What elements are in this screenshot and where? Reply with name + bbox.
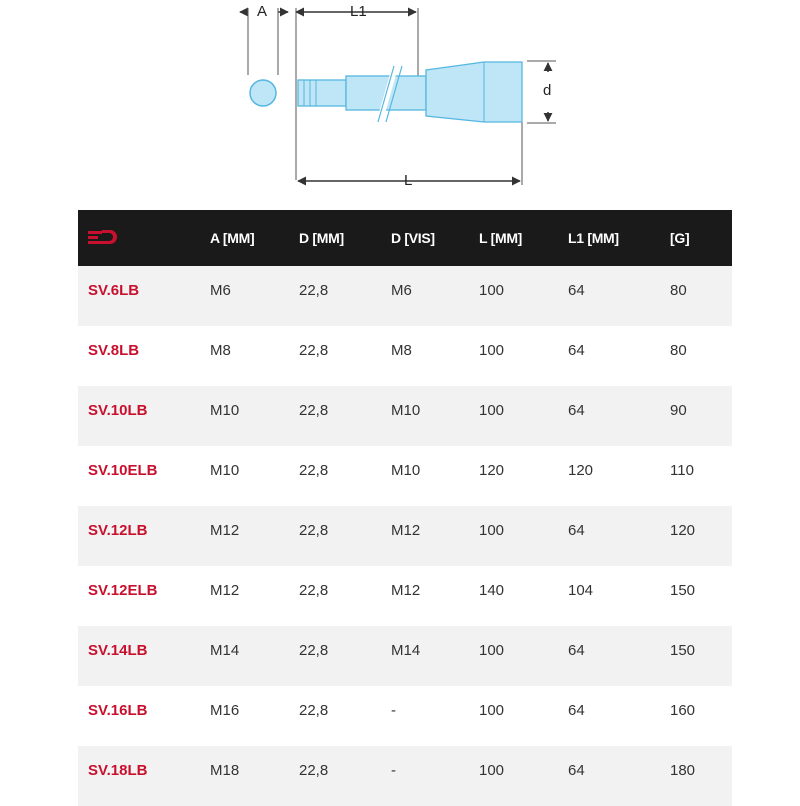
table-row [78,386,732,446]
cell-a-mm: M16 [210,702,240,719]
cell-weight-g: 80 [670,282,687,299]
cell-l1-mm: 64 [568,642,585,659]
cell-l-mm: 100 [479,702,505,719]
cell-a-mm: M18 [210,762,240,779]
cell-weight-g: 90 [670,402,687,419]
cell-l1-mm: 64 [568,282,585,299]
facom-logo-icon [88,229,120,245]
spline-bit-tip [298,80,346,106]
cell-l1-mm: 64 [568,702,585,719]
table-row [78,566,732,626]
cell-weight-g: 110 [670,462,694,479]
table-row [78,686,732,746]
dimension-label-l1: L1 [350,3,367,20]
cell-weight-g: 80 [670,342,687,359]
cell-d-vis: M12 [391,522,421,539]
cell-d-vis: M12 [391,582,421,599]
cell-reference[interactable]: SV.8LB [88,342,140,359]
cell-weight-g: 150 [670,582,696,599]
cell-l-mm: 100 [479,642,505,659]
spec-table-container [78,210,722,806]
cell-reference[interactable]: SV.16LB [88,702,148,719]
cell-d-vis: - [391,702,396,719]
cell-l1-mm: 64 [568,342,585,359]
cell-d-mm: 22,8 [299,402,329,419]
header-l: L [MM] [479,230,523,246]
cell-reference[interactable]: SV.14LB [88,642,148,659]
cell-weight-g: 120 [670,522,696,539]
cell-reference[interactable]: SV.12LB [88,522,148,539]
cell-d-vis: M14 [391,642,421,659]
table-row [78,506,732,566]
cell-reference[interactable]: SV.12ELB [88,582,158,599]
cell-l1-mm: 64 [568,402,585,419]
spec-table [78,210,732,806]
dimension-label-l: L [404,172,413,189]
cell-d-vis: M10 [391,402,421,419]
cell-l1-mm: 120 [568,462,594,479]
cell-weight-g: 160 [670,702,696,719]
cell-d-vis: - [391,762,396,779]
header-weight: [G] [670,230,690,246]
cell-l1-mm: 104 [568,582,594,599]
socket-body [426,62,522,122]
cell-a-mm: M10 [210,402,240,419]
cell-l-mm: 120 [479,462,505,479]
cell-d-mm: 22,8 [299,462,329,479]
dimension-label-a: A [257,3,268,20]
table-row [78,266,732,326]
cell-weight-g: 180 [670,762,696,779]
table-row [78,446,732,506]
cell-l1-mm: 64 [568,762,585,779]
cell-reference[interactable]: SV.10LB [88,402,148,419]
cell-l-mm: 100 [479,342,505,359]
cell-d-mm: 22,8 [299,582,329,599]
dimension-label-d: d [543,82,552,99]
header-l1: L1 [MM] [568,230,619,246]
cell-a-mm: M12 [210,582,240,599]
table-header-row [78,210,732,266]
cell-d-mm: 22,8 [299,342,329,359]
cell-d-vis: M8 [391,342,412,359]
cell-d-mm: 22,8 [299,702,329,719]
cell-a-mm: M10 [210,462,240,479]
cell-d-mm: 22,8 [299,522,329,539]
technical-drawing [0,0,800,200]
table-row [78,746,732,806]
cell-reference[interactable]: SV.18LB [88,762,148,779]
cell-d-vis: M10 [391,462,421,479]
end-view-profile [250,80,276,106]
cell-l-mm: 100 [479,282,505,299]
header-d-vis: D [VIS] [391,230,435,246]
header-d-mm: D [MM] [299,230,344,246]
cell-l-mm: 140 [479,582,505,599]
cell-a-mm: M6 [210,282,231,299]
cell-l-mm: 100 [479,402,505,419]
dimension-drawing [0,0,800,200]
cell-d-mm: 22,8 [299,762,329,779]
cell-d-mm: 22,8 [299,282,329,299]
cell-a-mm: M12 [210,522,240,539]
cell-reference[interactable]: SV.6LB [88,282,140,299]
cell-l-mm: 100 [479,522,505,539]
cell-l-mm: 100 [479,762,505,779]
cell-a-mm: M8 [210,342,231,359]
cell-a-mm: M14 [210,642,240,659]
cell-l1-mm: 64 [568,522,585,539]
cell-d-vis: M6 [391,282,412,299]
cell-d-mm: 22,8 [299,642,329,659]
header-brand-logo [78,210,210,266]
header-a: A [MM] [210,230,255,246]
cell-reference[interactable]: SV.10ELB [88,462,158,479]
cell-weight-g: 150 [670,642,696,659]
table-row [78,326,732,386]
table-row [78,626,732,686]
